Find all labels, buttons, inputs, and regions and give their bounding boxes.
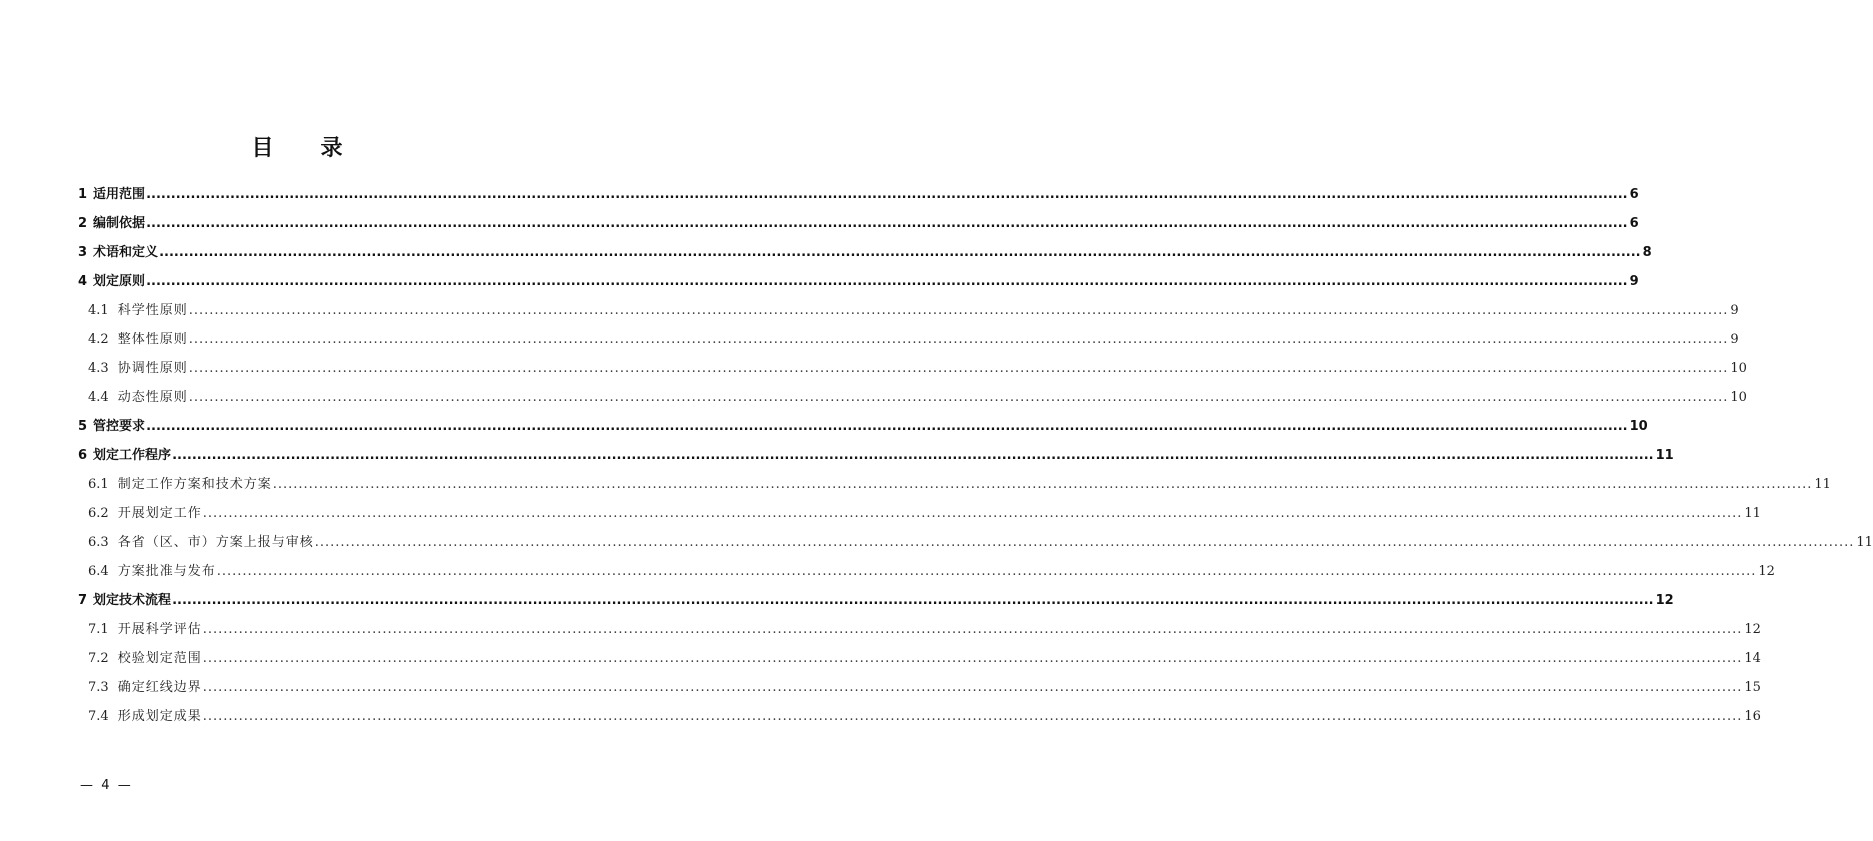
toc-entry-number: 6.4 <box>88 564 109 579</box>
toc-dot-leader: ............................................................................................................................................................................................................................................................................................................ <box>188 332 1729 347</box>
toc-entry-title: 术语和定义 <box>93 245 159 260</box>
toc-entry-title: 适用范围 <box>93 187 146 202</box>
toc-entry-title: 形成划定成果 <box>117 709 202 724</box>
toc-entry[interactable] <box>78 354 1747 383</box>
toc-entry[interactable] <box>78 412 1648 441</box>
toc-dot-leader: ............................................................................................................................................................................................................................................................................................................ <box>172 448 1654 463</box>
toc-title: 目 录 <box>251 135 344 161</box>
toc-entry-title: 整体性原则 <box>117 332 188 347</box>
toc-entry[interactable] <box>78 238 1652 267</box>
toc-entry-title: 确定红线边界 <box>117 680 202 695</box>
toc-entry[interactable] <box>78 586 1674 615</box>
toc-entry[interactable] <box>78 702 1761 731</box>
table-of-contents <box>78 180 1873 731</box>
toc-entry-number: 6.2 <box>88 506 109 521</box>
toc-entry[interactable] <box>78 209 1639 238</box>
toc-dot-leader: ............................................................................................................................................................................................................................................................................................................ <box>188 303 1729 318</box>
toc-entry-title: 方案批准与发布 <box>117 564 216 579</box>
toc-dot-leader: ............................................................................................................................................................................................................................................................................................................ <box>202 651 1743 666</box>
toc-entry-page-number: 10 <box>1730 361 1747 376</box>
toc-entry-number: 7.1 <box>88 622 109 637</box>
toc-dot-leader: ............................................................................................................................................................................................................................................................................................................ <box>146 187 1628 202</box>
toc-entry-page-number: 14 <box>1744 651 1761 666</box>
toc-entry-number: 6.3 <box>88 535 109 550</box>
toc-entry-page-number: 10 <box>1730 390 1747 405</box>
toc-entry-title: 科学性原则 <box>117 303 188 318</box>
toc-entry[interactable] <box>78 267 1639 296</box>
toc-entry[interactable] <box>78 615 1761 644</box>
toc-entry-title: 协调性原则 <box>117 361 188 376</box>
page-number-footer: — 4 — <box>80 778 131 793</box>
toc-entry-title: 制定工作方案和技术方案 <box>117 477 272 492</box>
toc-entry-title: 各省（区、市）方案上报与审核 <box>117 535 314 550</box>
toc-entry-number: 7.3 <box>88 680 109 695</box>
toc-entry-title: 划定原则 <box>93 274 146 289</box>
toc-entry[interactable] <box>78 383 1747 412</box>
toc-entry[interactable] <box>78 557 1775 586</box>
toc-entry-number: 2 <box>78 216 88 231</box>
toc-dot-leader: ............................................................................................................................................................................................................................................................................................................ <box>172 593 1654 608</box>
toc-dot-leader: ............................................................................................................................................................................................................................................................................................................ <box>146 216 1628 231</box>
toc-entry-title: 管控要求 <box>93 419 146 434</box>
toc-entry-number: 4.4 <box>88 390 109 405</box>
toc-entry-title: 编制依据 <box>93 216 146 231</box>
toc-entry-page-number: 9 <box>1730 332 1739 347</box>
toc-entry-number: 7.4 <box>88 709 109 724</box>
toc-entry-page-number: 11 <box>1744 506 1761 521</box>
toc-entry[interactable] <box>78 325 1739 354</box>
toc-entry-title: 划定技术流程 <box>93 593 172 608</box>
toc-entry[interactable] <box>78 180 1639 209</box>
toc-entry-page-number: 9 <box>1629 274 1639 289</box>
toc-dot-leader: ............................................................................................................................................................................................................................................................................................................ <box>202 680 1743 695</box>
toc-entry-page-number: 11 <box>1655 448 1674 463</box>
toc-entry-page-number: 9 <box>1730 303 1739 318</box>
toc-entry-number: 1 <box>78 187 88 202</box>
toc-entry-page-number: 6 <box>1629 216 1639 231</box>
toc-entry[interactable] <box>78 644 1761 673</box>
toc-dot-leader: ............................................................................................................................................................................................................................................................................................................ <box>202 622 1743 637</box>
toc-entry[interactable] <box>78 499 1761 528</box>
toc-entry[interactable] <box>78 528 1873 557</box>
toc-entry-title: 校验划定范围 <box>117 651 202 666</box>
toc-entry-title: 动态性原则 <box>117 390 188 405</box>
toc-dot-leader: ............................................................................................................................................................................................................................................................................................................ <box>188 361 1729 376</box>
toc-entry-page-number: 15 <box>1744 680 1761 695</box>
toc-entry-number: 4.1 <box>88 303 109 318</box>
toc-entry-number: 6.1 <box>88 477 109 492</box>
toc-entry-title: 开展划定工作 <box>117 506 202 521</box>
toc-entry-page-number: 12 <box>1744 622 1761 637</box>
toc-entry[interactable] <box>78 441 1674 470</box>
toc-entry-number: 4.2 <box>88 332 109 347</box>
toc-dot-leader: ............................................................................................................................................................................................................................................................................................................ <box>272 477 1813 492</box>
toc-dot-leader: ............................................................................................................................................................................................................................................................................................................ <box>314 535 1855 550</box>
toc-entry-number: 7 <box>78 593 88 608</box>
toc-dot-leader: ............................................................................................................................................................................................................................................................................................................ <box>146 419 1628 434</box>
toc-entry-number: 5 <box>78 419 88 434</box>
toc-dot-leader: ............................................................................................................................................................................................................................................................................................................ <box>146 274 1628 289</box>
toc-dot-leader: ............................................................................................................................................................................................................................................................................................................ <box>202 709 1743 724</box>
toc-entry-page-number: 16 <box>1744 709 1761 724</box>
toc-entry-title: 开展科学评估 <box>117 622 202 637</box>
toc-entry-number: 7.2 <box>88 651 109 666</box>
toc-entry-number: 3 <box>78 245 88 260</box>
toc-entry[interactable] <box>78 673 1761 702</box>
toc-entry-page-number: 12 <box>1655 593 1674 608</box>
toc-dot-leader: ............................................................................................................................................................................................................................................................................................................ <box>216 564 1757 579</box>
toc-entry-title: 划定工作程序 <box>93 448 172 463</box>
toc-entry-number: 4.3 <box>88 361 109 376</box>
toc-entry-number: 6 <box>78 448 88 463</box>
toc-dot-leader: ............................................................................................................................................................................................................................................................................................................ <box>202 506 1743 521</box>
toc-entry-page-number: 12 <box>1758 564 1775 579</box>
toc-entry-number: 4 <box>78 274 88 289</box>
toc-entry-page-number: 11 <box>1856 535 1873 550</box>
toc-entry-page-number: 10 <box>1629 419 1648 434</box>
toc-dot-leader: ............................................................................................................................................................................................................................................................................................................ <box>188 390 1729 405</box>
toc-entry[interactable] <box>78 296 1739 325</box>
toc-entry-page-number: 8 <box>1642 245 1652 260</box>
toc-entry-page-number: 11 <box>1814 477 1831 492</box>
toc-dot-leader: ............................................................................................................................................................................................................................................................................................................ <box>159 245 1641 260</box>
toc-entry[interactable] <box>78 470 1831 499</box>
toc-entry-page-number: 6 <box>1629 187 1639 202</box>
